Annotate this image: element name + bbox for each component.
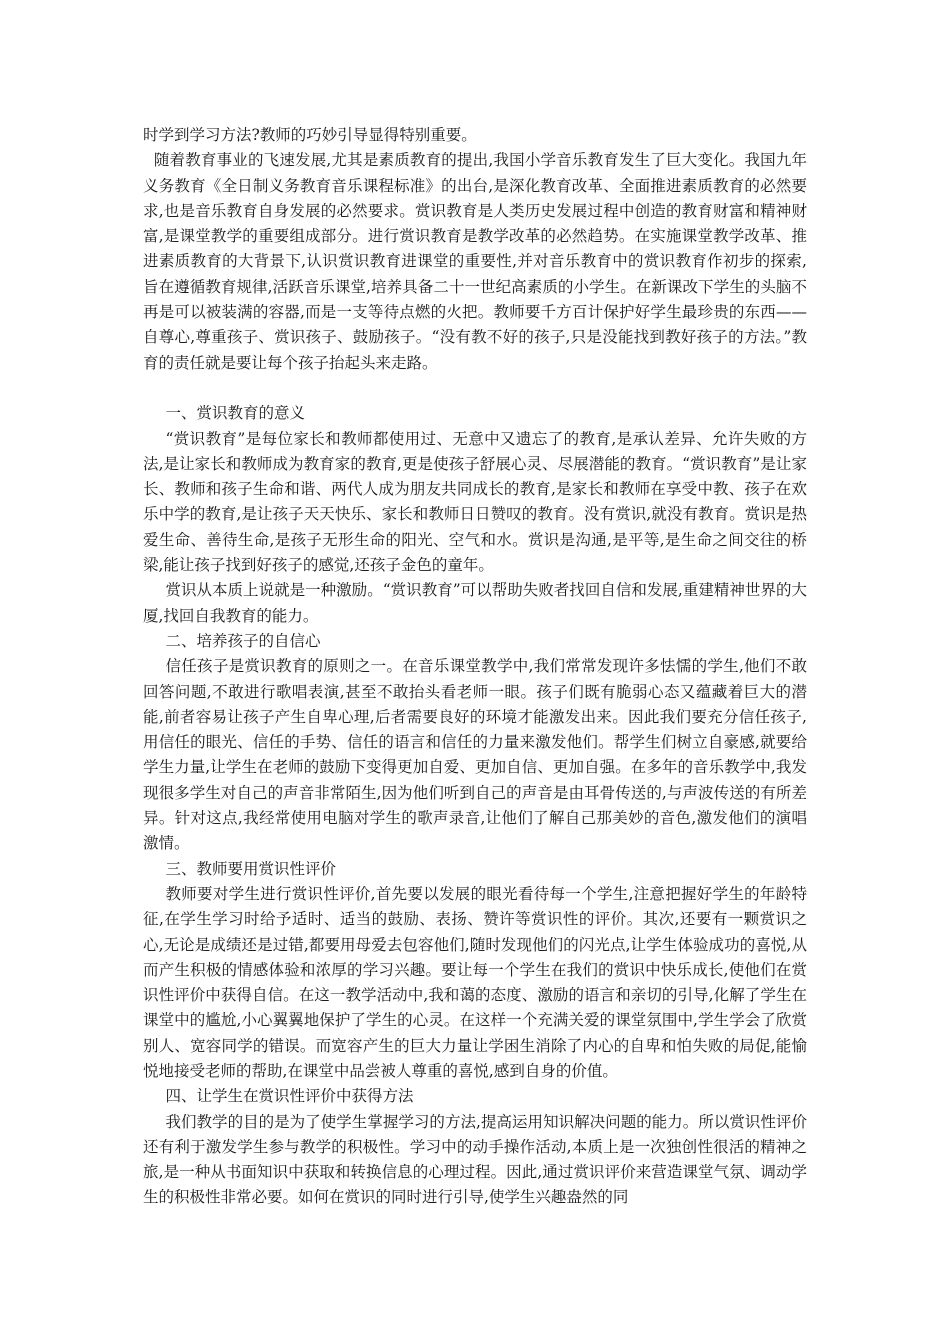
document-body (143, 123, 807, 1211)
section-heading-4: 四、让学生在赏识性评价中获得方法 (165, 1087, 414, 1106)
section2-paragraph-1: 信任孩子是赏识教育的原则之一。在音乐课堂教学中,我们常常发现许多怯懦的学生,他们不敢回答问题,不敢进行歌唱表演,甚至不敢抬头看老师一眼。孩子们既有脆弱心态又蕴藏着巨大的潜能,前者容易让孩子产生自卑心理,后者需要良好的环境才能激发出来。因此我们要充分信任孩子,用信任的眼光、信任的手势、信任的语言和信任的力量来激发他们。帮学生们树立自豪感,就要给学生力量,让学生在老师的鼓励下变得更加自爱、更加自信、更加自强。在多年的音乐教学中,我发现很多学生对自己的声音非常陌生,因为他们听到自己的声音是由耳骨传送的,与声波传送的有所差异。针对这点,我经常使用电脑对学生的歌声录音,让他们了解自己那美妙的音色,激发他们的演唱激情。 (143, 657, 807, 853)
section4-paragraph-1: 我们教学的目的是为了使学生掌握学习的方法,提高运用知识解决问题的能力。所以赏识性评价还有利于激发学生参与教学的积极性。学习中的动手操作活动,本质上是一次独创性很活的精神之旅,是一种从书面知识中获取和转换信息的心理过程。因此,通过赏识评价来营造课堂气氛、调动学生的积极性非常必要。如何在赏识的同时进行引导,使学生兴趣盎然的同 (143, 1112, 807, 1207)
section3-paragraph-1: 教师要对学生进行赏识性评价,首先要以发展的眼光看待每一个学生,注意把握好学生的年龄特征,在学生学习时给予适时、适当的鼓励、表扬、赞许等赏识性的评价。其次,还要有一颗赏识之心,无论是成绩还是过错,都要用母爱去包容他们,随时发现他们的闪光点,让学生体验成功的喜悦,从而产生积极的情感体验和浓厚的学习兴趣。要让每一个学生在我们的赏识中快乐成长,使他们在赏识性评价中获得自信。在这一教学活动中,我和蔼的态度、激励的语言和亲切的引导,化解了学生在课堂中的尴尬,小心翼翼地保护了学生的心灵。在这样一个充满关爱的课堂氛围中,学生学会了欣赏别人、宽容同学的错误。而宽容产生的巨大力量让学困生消除了内心的自卑和怕失败的局促,能愉悦地接受老师的帮助,在课堂中品尝被人尊重的喜悦,感到自身的价值。 (143, 884, 807, 1080)
section-heading-1: 一、赏识教育的意义 (165, 404, 305, 423)
intro-paragraph: 随着教育事业的飞速发展,尤其是素质教育的提出,我国小学音乐教育发生了巨大变化。我国九年义务教育《全日制义务教育音乐课程标准》的出台,是深化教育改革、全面推进素质教育的必然要求,也是音乐教育自身发展的必然要求。赏识教育是人类历史发展过程中创造的教育财富和精神财富,是课堂教学的重要组成部分。进行赏识教育是教学改革的必然趋势。在实施课堂教学改革、推进素质教育的大背景下,认识赏识教育进课堂的重要性,并对音乐教育中的赏识教育作初步的探索,旨在遵循教育规律,活跃音乐课堂,培养具备二十一世纪高素质的小学生。在新课改下学生的头脑不再是可以被装满的容器,而是一支等待点燃的火把。教师要千方百计保护好学生最珍贵的东西——自尊心,尊重孩子、赏识孩子、鼓励孩子。“没有教不好的孩子,只是没能找到教好孩子的方法。”教育的责任就是要让每个孩子抬起头来走路。 (143, 151, 807, 372)
section-heading-2: 二、培养孩子的自信心 (165, 631, 321, 650)
paragraph-spacer (143, 376, 807, 401)
section1-paragraph-1: “赏识教育”是每位家长和教师都使用过、无意中又遗忘了的教育,是承认差异、允许失败的方法,是让家长和教师成为教育家的教育,更是使孩子舒展心灵、尽展潜能的教育。“赏识教育”是让家长、教师和孩子生命和谐、两代人成为朋友共同成长的教育,是家长和教师在享受中教、孩子在欢乐中学的教育,是让孩子天天快乐、家长和教师日日赞叹的教育。没有赏识,就没有教育。赏识是热爱生命、善待生命,是孩子无形生命的阳光、空气和水。赏识是沟通,是平等,是生命之间交往的桥梁,能让孩子找到好孩子的感觉,还孩子金色的童年。 (143, 429, 807, 575)
intro-continuation-paragraph: 时学到学习方法?教师的巧妙引导显得特别重要。 (143, 126, 477, 144)
section1-paragraph-2: 赏识从本质上说就是一种激励。“赏识教育”可以帮助失败者找回自信和发展,重建精神世界的大厦,找回自我教育的能力。 (143, 581, 807, 625)
section-heading-3: 三、教师要用赏识性评价 (165, 859, 336, 878)
